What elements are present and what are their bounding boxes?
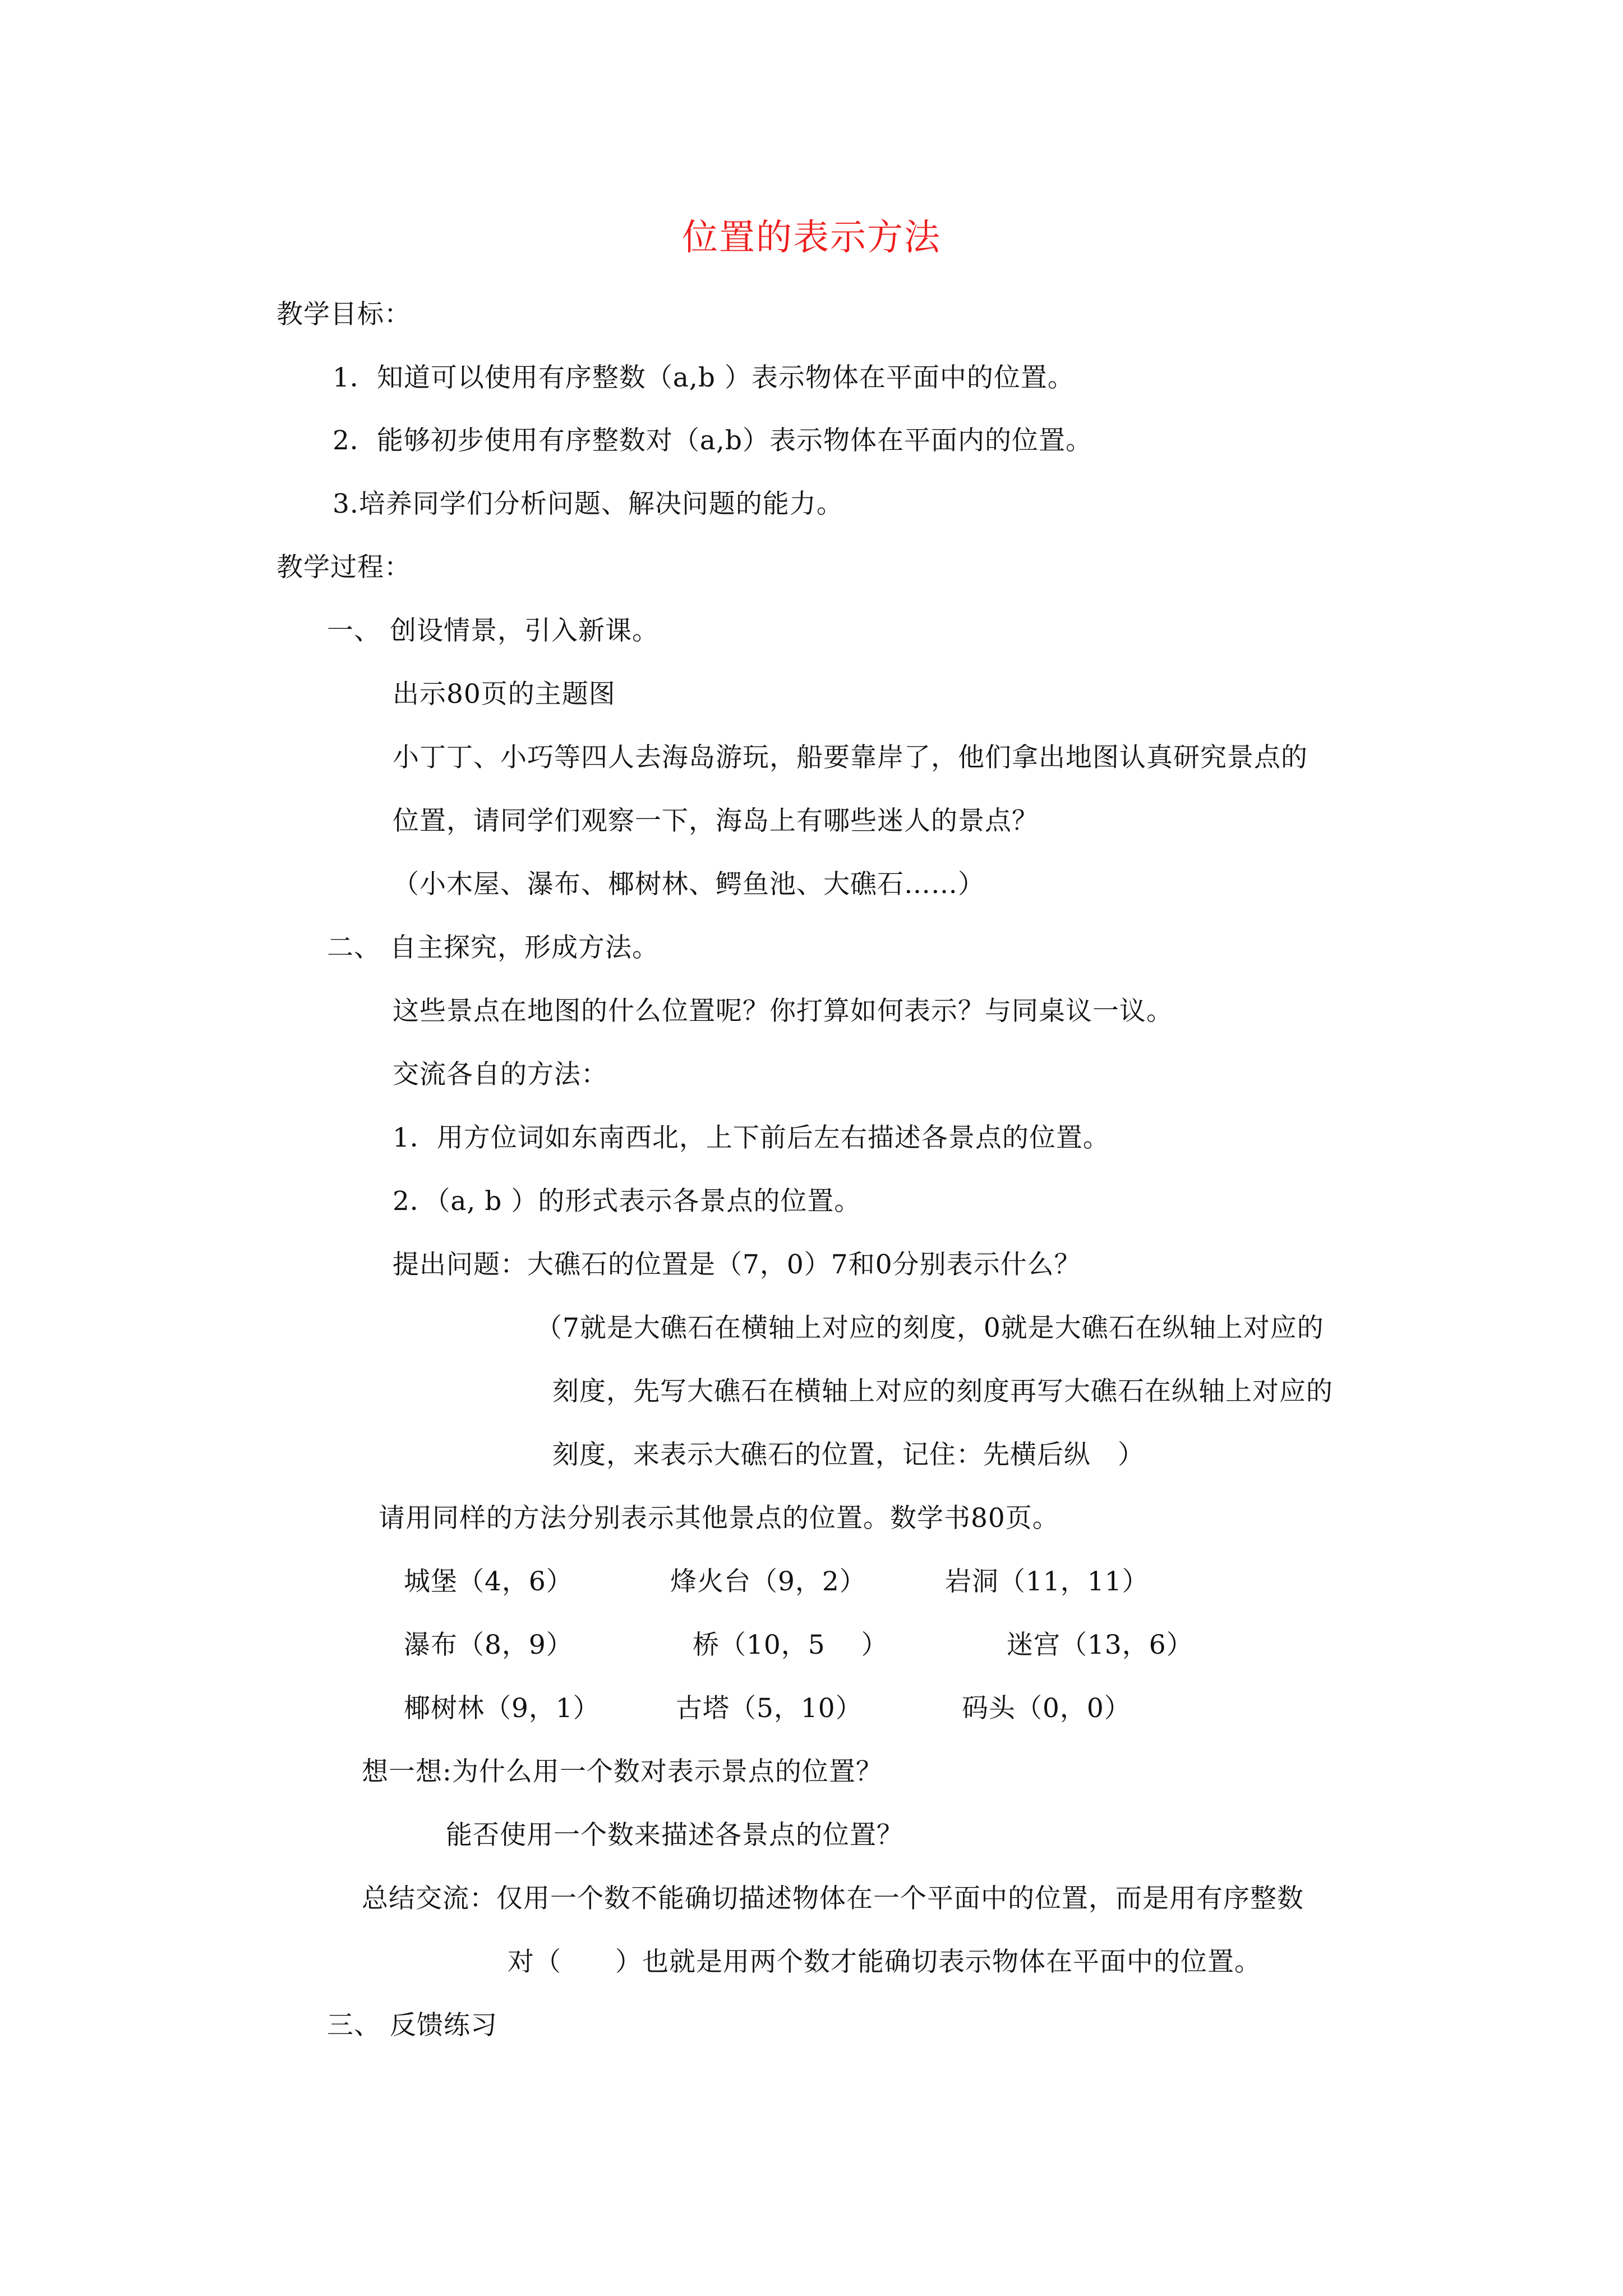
part1-line-3: 位置，请同学们观察一下，海岛上有哪些迷人的景点？ bbox=[393, 806, 1039, 836]
part1-line-2: 小丁丁、小巧等四人去海岛游玩，船要靠岸了，他们拿出地图认真研究景点的 bbox=[393, 742, 1308, 773]
goal-item-3: 3.培养同学们分析问题、解决问题的能力。 bbox=[333, 489, 843, 519]
answer-line-1: （7就是大礁石在横轴上对应的刻度，0就是大礁石在纵轴上对应的 bbox=[536, 1313, 1324, 1343]
think-line-1: 想一想:为什么用一个数对表示景点的位置？ bbox=[362, 1756, 883, 1787]
goal-item-1: 1．知道可以使用有序整数（a,b ）表示物体在平面中的位置。 bbox=[333, 362, 1075, 393]
part2-line-3: 1．用方位词如东南西北，上下前后左右描述各景点的位置。 bbox=[393, 1122, 1110, 1153]
think-line-2: 能否使用一个数来描述各景点的位置？ bbox=[446, 1820, 903, 1851]
section-heading-goals: 教学目标： bbox=[276, 299, 411, 330]
part1-line-4: （小木屋、瀑布、椰树林、鳄鱼池、大礁石……） bbox=[393, 869, 985, 900]
spot-beacon-tower: 烽火台（9，2） bbox=[670, 1566, 866, 1597]
goal-item-2: 2．能够初步使用有序整数对（a,b）表示物体在平面内的位置。 bbox=[333, 425, 1092, 456]
summary-line-1: 总结交流：仅用一个数不能确切描述物体在一个平面中的位置，而是用有序整数 bbox=[362, 1883, 1304, 1914]
spot-castle: 城堡（4，6） bbox=[404, 1566, 573, 1597]
spot-ancient-tower: 古塔（5，10） bbox=[676, 1693, 863, 1724]
page-title: 位置的表示方法 bbox=[682, 217, 941, 259]
section-heading-process: 教学过程： bbox=[276, 552, 411, 583]
summary-line-2: 对（ ）也就是用两个数才能确切表示物体在平面中的位置。 bbox=[508, 1947, 1261, 1977]
spot-waterfall: 瀑布（8，9） bbox=[404, 1630, 573, 1660]
spot-bridge: 桥（10，5 ） bbox=[693, 1630, 888, 1660]
part2-line-2: 交流各自的方法： bbox=[393, 1059, 608, 1090]
part2-heading: 二、 自主探究，形成方法。 bbox=[327, 932, 659, 963]
answer-line-3: 刻度，来表示大礁石的位置，记住：先横后纵 ） bbox=[552, 1439, 1145, 1470]
spot-coconut-grove: 椰树林（9，1） bbox=[404, 1693, 600, 1724]
part2-line-1: 这些景点在地图的什么位置呢？你打算如何表示？与同桌议一议。 bbox=[393, 996, 1173, 1027]
part1-line-1: 出示80页的主题图 bbox=[393, 679, 616, 710]
part3-heading: 三、 反馈练习 bbox=[327, 2010, 497, 2041]
spot-cave: 岩洞（11，11） bbox=[945, 1566, 1149, 1597]
practice-intro: 请用同样的方法分别表示其他景点的位置。数学书80页。 bbox=[379, 1503, 1059, 1534]
spot-maze: 迷宫（13，6） bbox=[1007, 1630, 1193, 1660]
part2-line-4: 2．（a, b ）的形式表示各景点的位置。 bbox=[393, 1186, 861, 1217]
spot-dock: 码头（0，0） bbox=[962, 1693, 1131, 1724]
part1-heading: 一、 创设情景，引入新课。 bbox=[327, 615, 659, 646]
answer-line-2: 刻度，先写大礁石在横轴上对应的刻度再写大礁石在纵轴上对应的 bbox=[552, 1376, 1333, 1407]
part2-question: 提出问题：大礁石的位置是（7，0）7和0分别表示什么？ bbox=[393, 1249, 1081, 1280]
